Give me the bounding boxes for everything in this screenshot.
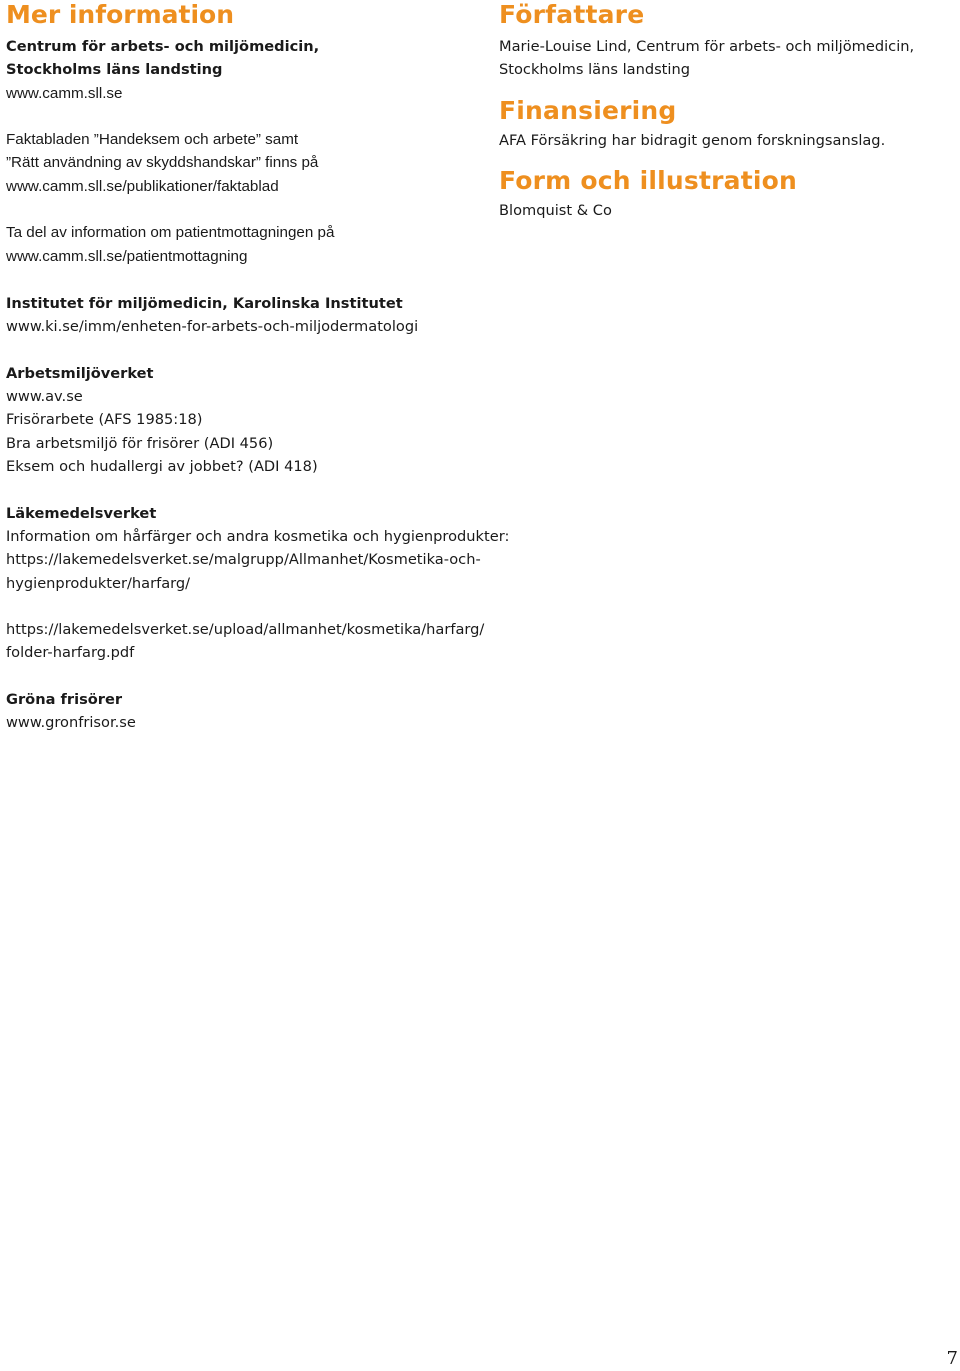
lv-link2-line1[interactable]: https://lakemedelsverket.se/upload/allmanhet/kosmetika/harfarg/ [6,621,485,639]
factsheet-line1: Faktabladen ”Handeksem och arbete” samt [6,131,299,149]
ki-title: Institutet för miljömedicin, Karolinska Institutet [6,295,403,312]
lv-link1-line1[interactable]: https://lakemedelsverket.se/malgrupp/Allmanhet/Kosmetika-och- [6,551,481,569]
more-info-title: Mer information [6,0,235,29]
av-item: Bra arbetsmiljö för frisörer (ADI 456) [6,434,274,452]
lv-link2-line2[interactable]: folder-harfarg.pdf [6,644,135,662]
funding-title: Finansiering [499,95,677,125]
design-text: Blomquist & Co [499,201,612,219]
patient-link[interactable]: www.camm.sll.se/patientmottagning [6,247,248,265]
factsheet-line2: ”Rätt användning av skyddshandskar” finns på [6,154,319,172]
more-info-column [6,0,476,268]
design-title: Form och illustration [499,165,798,195]
resources-section [6,292,606,735]
gf-title: Gröna frisörer [6,691,123,709]
author-title: Författare [499,0,645,29]
lv-text: Information om hårfärger och andra kosmetika och hygienprodukter: [6,527,510,545]
factsheet-link[interactable]: www.camm.sll.se/publikationer/faktablad [6,177,279,195]
org-link[interactable]: www.camm.sll.se [6,84,123,102]
lv-title: Läkemedelsverket [6,504,157,522]
lv-link1-line2[interactable]: hygienprodukter/harfarg/ [6,574,191,592]
gf-link[interactable]: www.gronfrisor.se [6,714,136,732]
av-item: Frisörarbete (AFS 1985:18) [6,411,203,429]
credits-column [499,0,954,222]
author-line1: Marie-Louise Lind, Centrum för arbets- och miljömedicin, [499,38,915,55]
page-number: 7 [946,1348,958,1369]
patient-info-line: Ta del av information om patientmottagningen på [6,224,335,242]
org-name-line1: Centrum för arbets- och miljömedicin, [6,38,320,55]
funding-text: AFA Försäkring har bidragit genom forskningsanslag. [499,131,886,149]
av-title: Arbetsmiljöverket [6,364,154,382]
author-line2: Stockholms läns landsting [499,61,690,79]
ki-link[interactable]: www.ki.se/imm/enheten-for-arbets-och-miljodermatologi [6,318,419,336]
org-name-line2: Stockholms läns landsting [6,61,223,79]
av-link[interactable]: www.av.se [6,388,83,406]
av-item: Eksem och hudallergi av jobbet? (ADI 418) [6,458,318,476]
